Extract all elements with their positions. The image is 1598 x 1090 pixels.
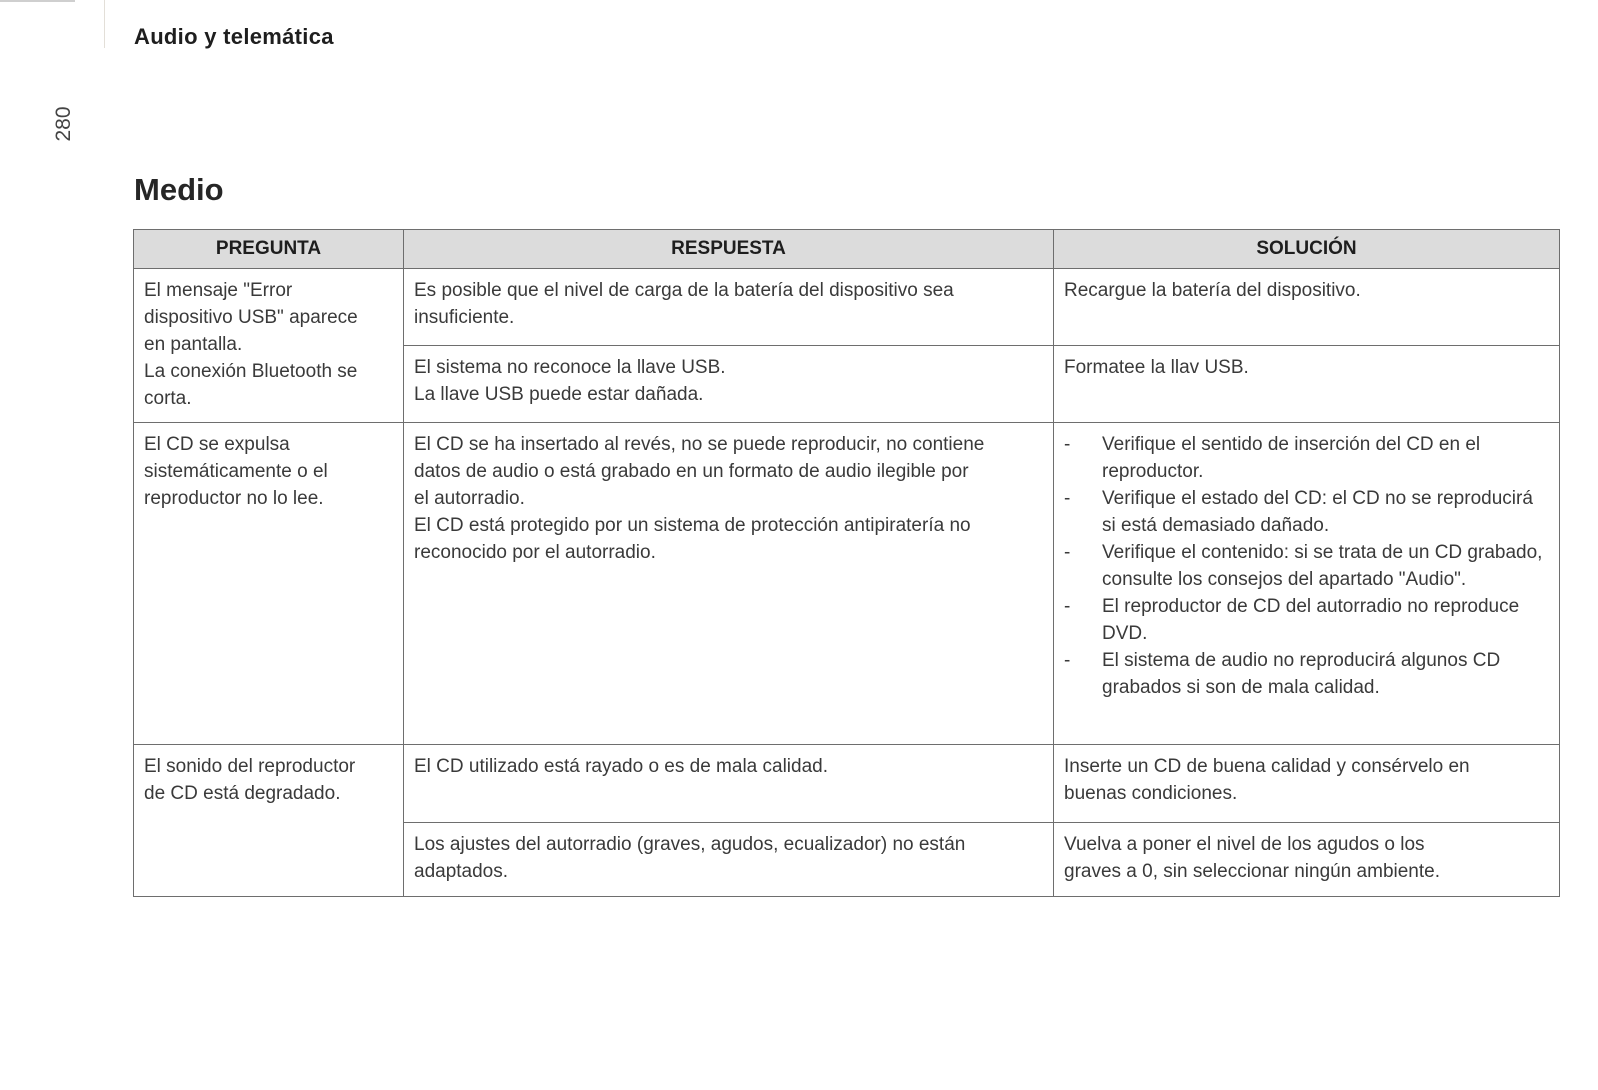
table-header-row: [134, 230, 1560, 269]
question-cell: El sonido del reproductor de CD está degradado.: [134, 745, 404, 897]
list-item: - El sistema de audio no reproducirá algunos CD grabados si son de mala calidad.: [1064, 650, 1501, 698]
answer-cell: Los ajustes del autorradio (graves, agudos, ecualizador) no están adaptados.: [404, 823, 1054, 897]
section-header: Audio y telemática: [134, 24, 334, 49]
solution-cell: [1054, 423, 1560, 745]
solution-list: [1064, 431, 1549, 701]
solution-item-text: Verifique el sentido de inserción del CD en el reproductor.: [1102, 434, 1481, 482]
answer-cell: El CD utilizado está rayado o es de mala calidad.: [404, 745, 1054, 823]
solution-item-text: Verifique el contenido: si se trata de un CD grabado, consulte los consejos del apartado "Audio".: [1102, 542, 1543, 590]
answer-cell: Es posible que el nivel de carga de la batería del dispositivo sea insuficiente.: [404, 269, 1054, 346]
answer-cell: El sistema no reconoce la llave USB. La llave USB puede estar dañada.: [404, 346, 1054, 423]
page-title: Medio: [134, 172, 224, 207]
solution-item-text: El reproductor de CD del autorradio no reproduce DVD.: [1102, 596, 1520, 644]
table-row: [134, 269, 1560, 346]
solution-item-text: El sistema de audio no reproducirá algunos CD grabados si son de mala calidad.: [1102, 650, 1501, 698]
list-item: - Verifique el sentido de inserción del CD en el reproductor.: [1064, 434, 1481, 482]
question-cell: El CD se expulsa sistemáticamente o el reproductor no lo lee.: [134, 423, 404, 745]
solution-item-text: Verifique el estado del CD: el CD no se reproducirá si está demasiado dañado.: [1102, 488, 1533, 536]
margin-rule: [104, 0, 105, 48]
solution-cell: Formatee la llav USB.: [1054, 346, 1560, 423]
page-number: 280: [52, 106, 75, 142]
column-header-respuesta: RESPUESTA: [404, 230, 1054, 269]
table-row: [134, 745, 1560, 823]
solution-cell: Inserte un CD de buena calidad y consérvelo en buenas condiciones.: [1054, 745, 1560, 823]
faq-table: [133, 229, 1560, 897]
solution-cell: Recargue la batería del dispositivo.: [1054, 269, 1560, 346]
question-cell: El mensaje "Error dispositivo USB" aparece en pantalla. La conexión Bluetooth se corta.: [134, 269, 404, 423]
corner-rule: [0, 0, 75, 2]
column-header-pregunta: PREGUNTA: [134, 230, 404, 269]
column-header-solucion: SOLUCIÓN: [1054, 230, 1560, 269]
list-item: - Verifique el estado del CD: el CD no se reproducirá si está demasiado dañado.: [1064, 488, 1533, 536]
solution-cell: Vuelva a poner el nivel de los agudos o los graves a 0, sin seleccionar ningún ambiente.: [1054, 823, 1560, 897]
list-item: - El reproductor de CD del autorradio no reproduce DVD.: [1064, 596, 1520, 644]
table-row: [134, 423, 1560, 745]
answer-cell: El CD se ha insertado al revés, no se puede reproducir, no contiene datos de audio o está grabado en un formato de audio ilegible por el autorradio. El CD está protegido por un sistema de protección antipiratería no reconocido por el autorradio.: [404, 423, 1054, 745]
list-item: - Verifique el contenido: si se trata de un CD grabado, consulte los consejos del apartado "Audio".: [1064, 542, 1543, 590]
